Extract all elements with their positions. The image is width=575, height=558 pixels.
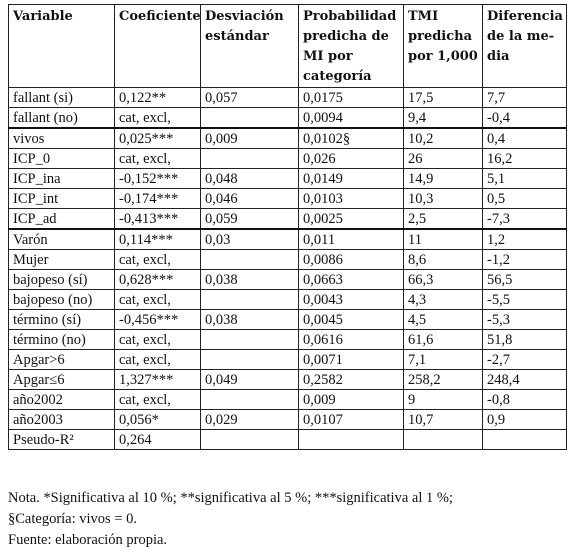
table-cell: 51,8 [483,330,567,350]
table-row [9,410,567,430]
table-cell: 11 [404,229,483,250]
table-cell: 0,0071 [299,350,404,370]
table-cell: 9,4 [404,108,483,129]
table-cell: 0,9 [483,410,567,430]
table-row [9,88,567,108]
table-cell: ICP_ad [9,209,115,230]
table-cell: Varón [9,229,115,250]
table-cell: 0,0616 [299,330,404,350]
table-header-row [9,5,567,88]
table-cell: -0,4 [483,108,567,129]
table-cell: 0,0149 [299,169,404,189]
table-notes [8,488,568,551]
table-cell: fallant (no) [9,108,115,129]
note-category: §Categoría: vivos = 0. [8,511,137,527]
table-cell: 2,5 [404,209,483,230]
table-cell: Apgar>6 [9,350,115,370]
table-cell: Pseudo-R² [9,430,115,450]
table-cell: 4,5 [404,310,483,330]
table-cell: 0,0086 [299,250,404,270]
table-cell: 0,0175 [299,88,404,108]
table-cell [201,250,299,270]
table-cell: cat, excl, [115,290,201,310]
table-row [9,350,567,370]
table-cell: ICP_ina [9,169,115,189]
note-significance: Nota. *Significativa al 10 %; **significativa al 5 %; ***significativa al 1 %; [8,490,453,506]
table-cell: 0,059 [201,209,299,230]
table-cell: 10,2 [404,128,483,149]
table-cell: -5,5 [483,290,567,310]
table-row [9,209,567,230]
table-row [9,128,567,149]
table-cell: -7,3 [483,209,567,230]
table-cell: -2,7 [483,350,567,370]
table-row [9,229,567,250]
table-cell: 14,9 [404,169,483,189]
table-cell: 9 [404,390,483,410]
table-cell: término (no) [9,330,115,350]
table-cell: 66,3 [404,270,483,290]
table-row [9,370,567,390]
table-cell: 0,009 [299,390,404,410]
table-row [9,169,567,189]
table-cell: 0,049 [201,370,299,390]
table-cell: -0,174*** [115,189,201,209]
table-cell: 0,026 [299,149,404,169]
header-coeficiente: Coeficiente [115,5,201,88]
regression-table-container [8,4,566,450]
table-cell [404,430,483,450]
table-cell: 0,0043 [299,290,404,310]
table-cell: bajopeso (no) [9,290,115,310]
table-row [9,390,567,410]
table-cell: 0,5 [483,189,567,209]
table-cell: 0,0094 [299,108,404,129]
table-cell: 0,0107 [299,410,404,430]
table-cell: año2003 [9,410,115,430]
table-cell: 0,264 [115,430,201,450]
table-row [9,149,567,169]
table-cell: -0,456*** [115,310,201,330]
table-body [9,88,567,450]
table-cell: 0,114*** [115,229,201,250]
table-cell: 1,2 [483,229,567,250]
table-cell: 10,3 [404,189,483,209]
table-cell [483,430,567,450]
table-cell: -0,413*** [115,209,201,230]
table-cell: 0,4 [483,128,567,149]
table-cell: 0,011 [299,229,404,250]
table-row [9,430,567,450]
table-cell [201,350,299,370]
table-cell: -5,3 [483,310,567,330]
table-cell: cat, excl, [115,108,201,129]
table-cell [201,430,299,450]
table-cell: bajopeso (sí) [9,270,115,290]
table-cell: 56,5 [483,270,567,290]
table-cell: término (sí) [9,310,115,330]
header-variable: Variable [9,5,115,88]
table-cell: 5,1 [483,169,567,189]
table-row [9,310,567,330]
table-cell: 0,029 [201,410,299,430]
table-cell: 0,038 [201,310,299,330]
table-cell: 258,2 [404,370,483,390]
table-cell: 0,0045 [299,310,404,330]
table-cell: 0,0663 [299,270,404,290]
table-cell: 1,327*** [115,370,201,390]
note-source: Fuente: elaboración propia. [8,532,168,548]
header-diferencia: Diferencia de la me-dia [483,5,567,88]
table-cell: 0,009 [201,128,299,149]
table-cell: -1,2 [483,250,567,270]
table-cell: 4,3 [404,290,483,310]
table-cell: cat, excl, [115,250,201,270]
table-row [9,290,567,310]
table-cell [201,290,299,310]
table-cell: cat, excl, [115,390,201,410]
table-cell: 0,0025 [299,209,404,230]
table-cell: 0,0102§ [299,128,404,149]
table-cell: 248,4 [483,370,567,390]
table-cell: 0,628*** [115,270,201,290]
table-cell: -0,8 [483,390,567,410]
table-row [9,108,567,129]
table-row [9,330,567,350]
table-cell [201,108,299,129]
table-cell: ICP_0 [9,149,115,169]
table-cell: 61,6 [404,330,483,350]
table-cell: Apgar≤6 [9,370,115,390]
table-cell: 26 [404,149,483,169]
table-cell: 7,1 [404,350,483,370]
table-cell: 0,2582 [299,370,404,390]
table-cell [201,390,299,410]
table-cell: 16,2 [483,149,567,169]
header-desviacion: Desviación estándar [201,5,299,88]
table-cell [201,149,299,169]
header-tmi: TMI predicha por 1,000 [404,5,483,88]
table-cell: 8,6 [404,250,483,270]
table-cell: 0,03 [201,229,299,250]
table-cell: año2002 [9,390,115,410]
table-cell: cat, excl, [115,149,201,169]
table-row [9,270,567,290]
table-cell: 10,7 [404,410,483,430]
table-cell: 0,025*** [115,128,201,149]
table-cell: 0,046 [201,189,299,209]
table-cell: 0,038 [201,270,299,290]
table-cell: 0,056* [115,410,201,430]
table-cell [201,330,299,350]
table-cell: fallant (si) [9,88,115,108]
table-cell: cat, excl, [115,330,201,350]
table-cell [299,430,404,450]
table-cell: 7,7 [483,88,567,108]
header-probabilidad: Probabilidad predicha de MI por categoría [299,5,404,88]
table-cell: -0,152*** [115,169,201,189]
table-cell: ICP_int [9,189,115,209]
table-cell: 17,5 [404,88,483,108]
table-cell: Mujer [9,250,115,270]
table-cell: cat, excl, [115,350,201,370]
regression-table [8,4,567,450]
table-row [9,189,567,209]
table-cell: 0,057 [201,88,299,108]
table-cell: vivos [9,128,115,149]
table-cell: 0,048 [201,169,299,189]
table-cell: 0,0103 [299,189,404,209]
table-row [9,250,567,270]
table-cell: 0,122** [115,88,201,108]
